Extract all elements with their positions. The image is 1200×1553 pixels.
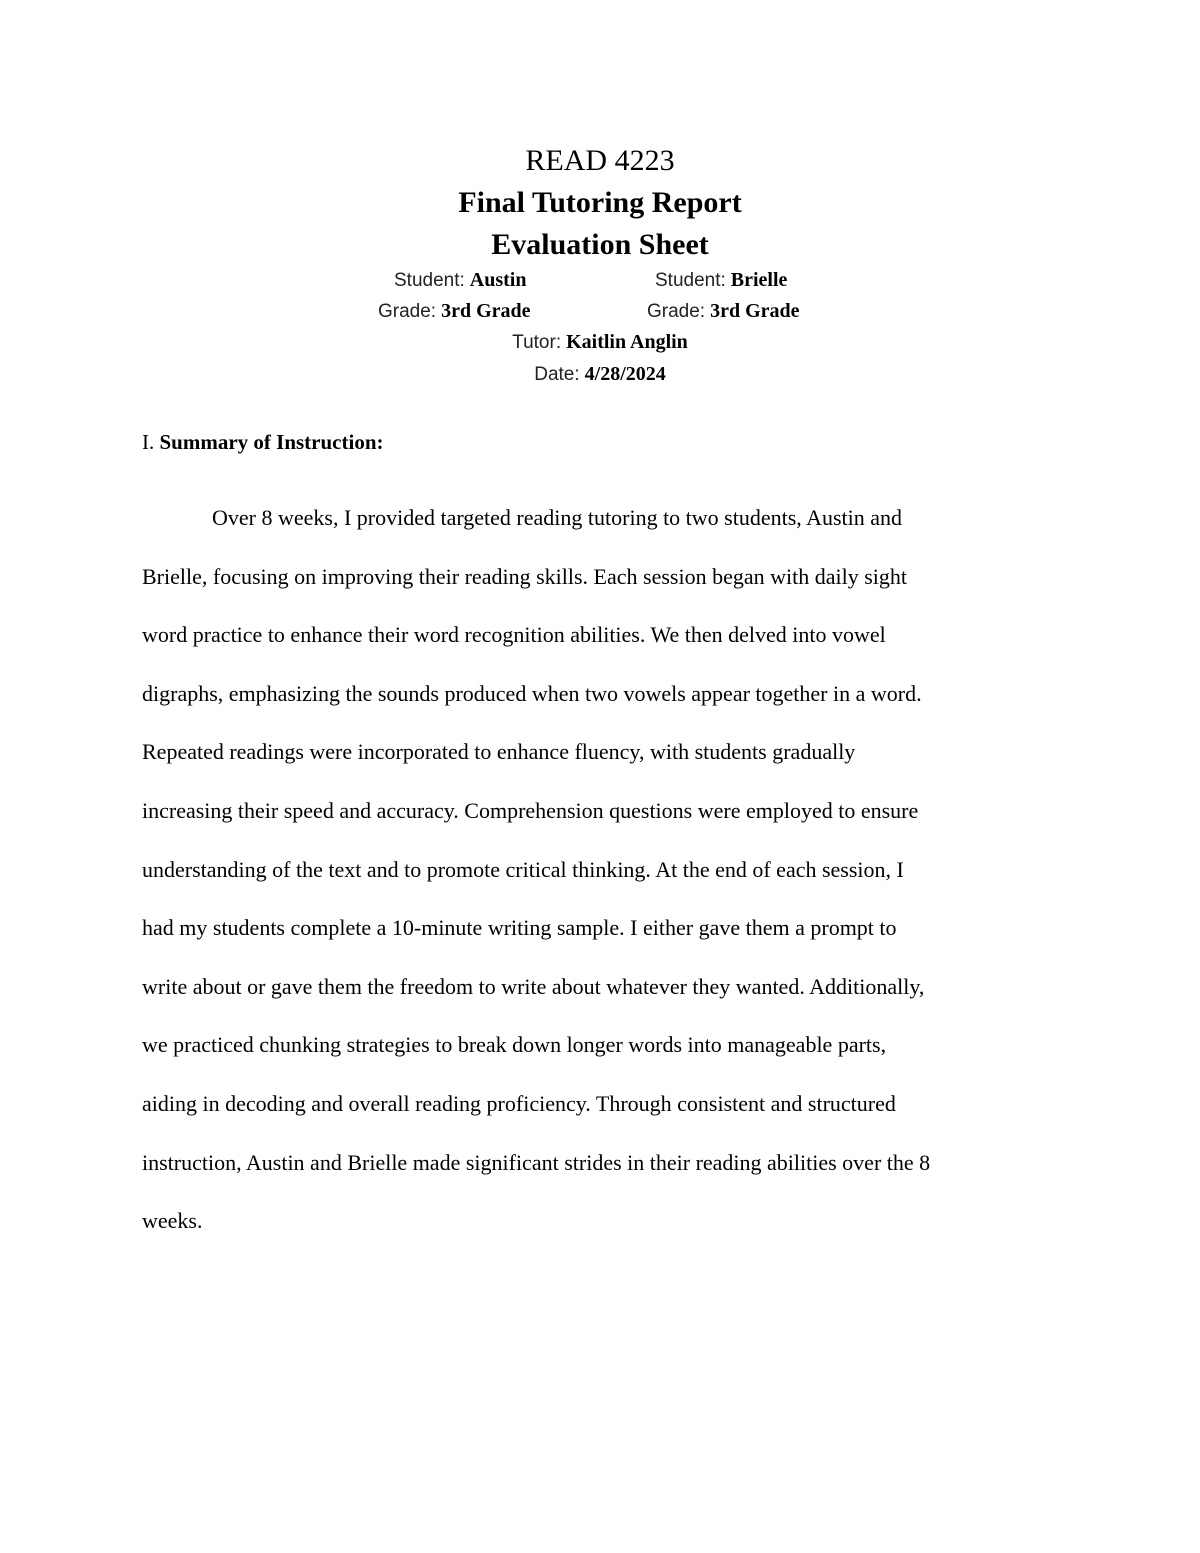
paragraph-line: instruction, Austin and Brielle made significant strides in their reading abilities over the 8 bbox=[142, 1149, 931, 1175]
report-subtitle: Evaluation Sheet bbox=[491, 228, 709, 261]
report-title: Final Tutoring Report bbox=[458, 186, 742, 219]
student-2-label: Student: bbox=[655, 270, 726, 291]
student-2-name: Brielle bbox=[730, 269, 788, 291]
tutor-row bbox=[0, 328, 1200, 356]
student-1-label: Student: bbox=[394, 270, 465, 291]
paragraph-line: Repeated readings were incorporated to enhance fluency, with students gradually bbox=[142, 739, 856, 765]
course-code: READ 4223 bbox=[525, 144, 675, 177]
paragraph-line: Over 8 weeks, I provided targeted reading tutoring to two students, Austin and bbox=[212, 505, 903, 530]
tutor-name: Kaitlin Anglin bbox=[566, 331, 688, 353]
paragraph-line: we practiced chunking strategies to break down longer words into manageable parts, bbox=[142, 1032, 887, 1058]
tutor-field bbox=[0, 328, 1200, 357]
grade-1-label: Grade: bbox=[378, 301, 437, 322]
paragraph-line: aiding in decoding and overall reading proficiency. Through consistent and structured bbox=[142, 1090, 896, 1116]
paragraph-line: understanding of the text and to promote critical thinking. At the end of each session, I bbox=[142, 856, 904, 882]
grade-row bbox=[0, 297, 1200, 325]
date-value: 4/28/2024 bbox=[584, 363, 666, 385]
tutor-label: Tutor: bbox=[512, 332, 562, 353]
date-row bbox=[0, 360, 1200, 388]
grade-2-label: Grade: bbox=[647, 301, 706, 322]
section-heading bbox=[142, 427, 384, 457]
paragraph-line: had my students complete a 10-minute writing sample. I either gave them a prompt to bbox=[142, 915, 897, 941]
date-label: Date: bbox=[534, 364, 580, 385]
paragraph-line: digraphs, emphasizing the sounds produced when two vowels appear together in a word. bbox=[142, 680, 922, 706]
paragraph-line: word practice to enhance their word recognition abilities. We then delved into vowel bbox=[142, 622, 886, 648]
paragraph-line: write about or gave them the freedom to write about whatever they wanted. Additionally, bbox=[142, 973, 925, 999]
grade-1-value: 3rd Grade bbox=[441, 300, 531, 322]
date-field bbox=[0, 360, 1200, 389]
paragraph-line: weeks. bbox=[142, 1208, 203, 1234]
student-1-name: Austin bbox=[469, 269, 527, 291]
student-1-field bbox=[394, 266, 526, 295]
section-title: Summary of Instruction: bbox=[159, 430, 384, 454]
grade-2-field bbox=[647, 297, 800, 326]
grade-2-value: 3rd Grade bbox=[710, 300, 800, 322]
summary-paragraph bbox=[142, 489, 1072, 1251]
grade-1-field bbox=[378, 297, 531, 326]
student-row bbox=[0, 266, 1200, 294]
paragraph-line: Brielle, focusing on improving their reading skills. Each session began with daily sight bbox=[142, 563, 907, 589]
section-number: I. bbox=[142, 430, 155, 454]
student-2-field bbox=[655, 266, 787, 295]
paragraph-line: increasing their speed and accuracy. Comprehension questions were employed to ensure bbox=[142, 797, 919, 823]
